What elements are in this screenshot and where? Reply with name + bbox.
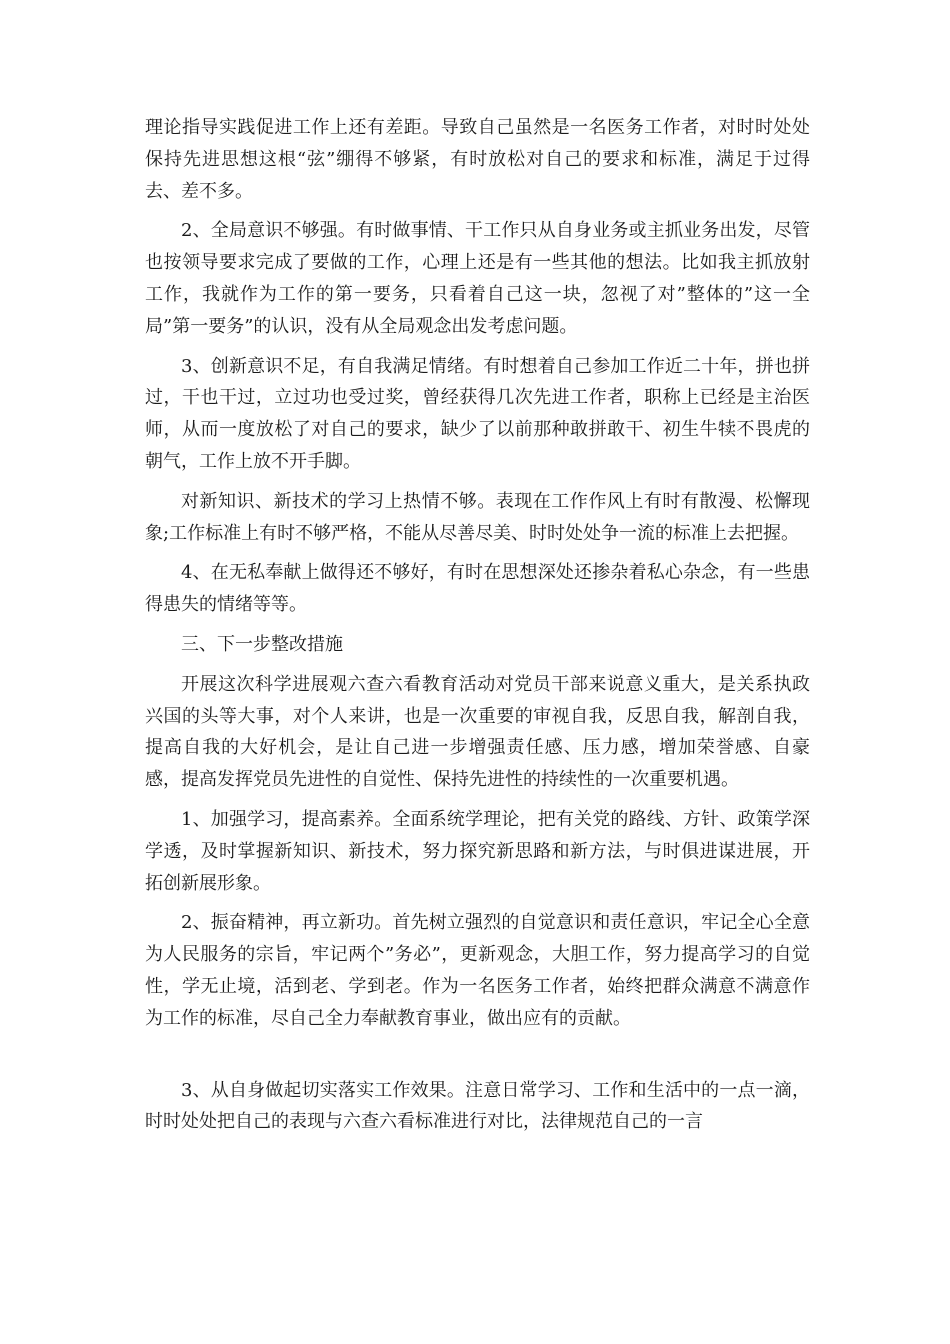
paragraph: 理论指导实践促进工作上还有差距。导致自己虽然是一名医务工作者，对时时处处保持先进思想这根“弦”绷得不够紧，有时放松对自己的要求和标准，满足于过得去、差不多。 (145, 117, 810, 202)
paragraph: 2、振奋精神，再立新功。首先树立强烈的自觉意识和责任意识，牢记全心全意为人民服务的宗旨，牢记两个”务必”，更新观念，大胆工作，努力提高学习的自觉性，学无止境，活到老、学到老。作为一名医务工作者，始终把群众满意不满意作为工作的标准，尽自己全力奉献教育事业，做出应有的贡献。 (145, 912, 810, 1029)
paragraph: 2、全局意识不够强。有时做事情、干工作只从自身业务或主抓业务出发，尽管也按领导要求完成了要做的工作，心理上还是有一些其他的想法。比如我主抓放射工作，我就作为工作的第一要务，只看着自己这一块，忽视了对”整体的”这一全局”第一要务”的认识，没有从全局观念出发考虑问题。 (145, 220, 810, 337)
paragraph: 3、从自身做起切实落实工作效果。注意日常学习、工作和生活中的一点一滴，时时处处把自己的表现与六查六看标准进行对比，法律规范自己的一言 (145, 1079, 810, 1133)
paragraph: 4、在无私奉献上做得还不够好，有时在思想深处还掺杂着私心杂念，有一些患得患失的情绪等等。 (145, 562, 810, 616)
paragraph: 对新知识、新技术的学习上热情不够。表现在工作作风上有时有散漫、松懈现象;工作标准上有时不够严格，不能从尽善尽美、时时处处争一流的标准上去把握。 (145, 490, 810, 544)
paragraph: 3、创新意识不足，有自我满足情绪。有时想着自己参加工作近二十年，拼也拼过，干也干过，立过功也受过奖，曾经获得几次先进工作者，职称上已经是主治医师，从而一度放松了对自己的要求，缺少了以前那种敢拼敢干、初生牛犊不畏虎的朝气，工作上放不开手脚。 (145, 355, 810, 472)
section-heading: 三、下一步整改措施 (181, 633, 343, 655)
paragraph: 1、加强学习，提高素养。全面系统学理论，把有关党的路线、方针、政策学深学透，及时掌握新知识、新技术，努力探究新思路和新方法，与时俱进谋进展，开拓创新展形象。 (145, 808, 810, 894)
document-body (145, 112, 810, 1146)
paragraph: 开展这次科学进展观六查六看教育活动对党员干部来说意义重大，是关系执政兴国的头等大事，对个人来讲，也是一次重要的审视自我，反思自我，解剖自我，提高自我的大好机会，是让自己进一步增强责任感、压力感，增加荣誉感、自豪感，提高发挥党员先进性的自觉性、保持先进性的持续性的一次重要机遇。 (145, 673, 810, 791)
